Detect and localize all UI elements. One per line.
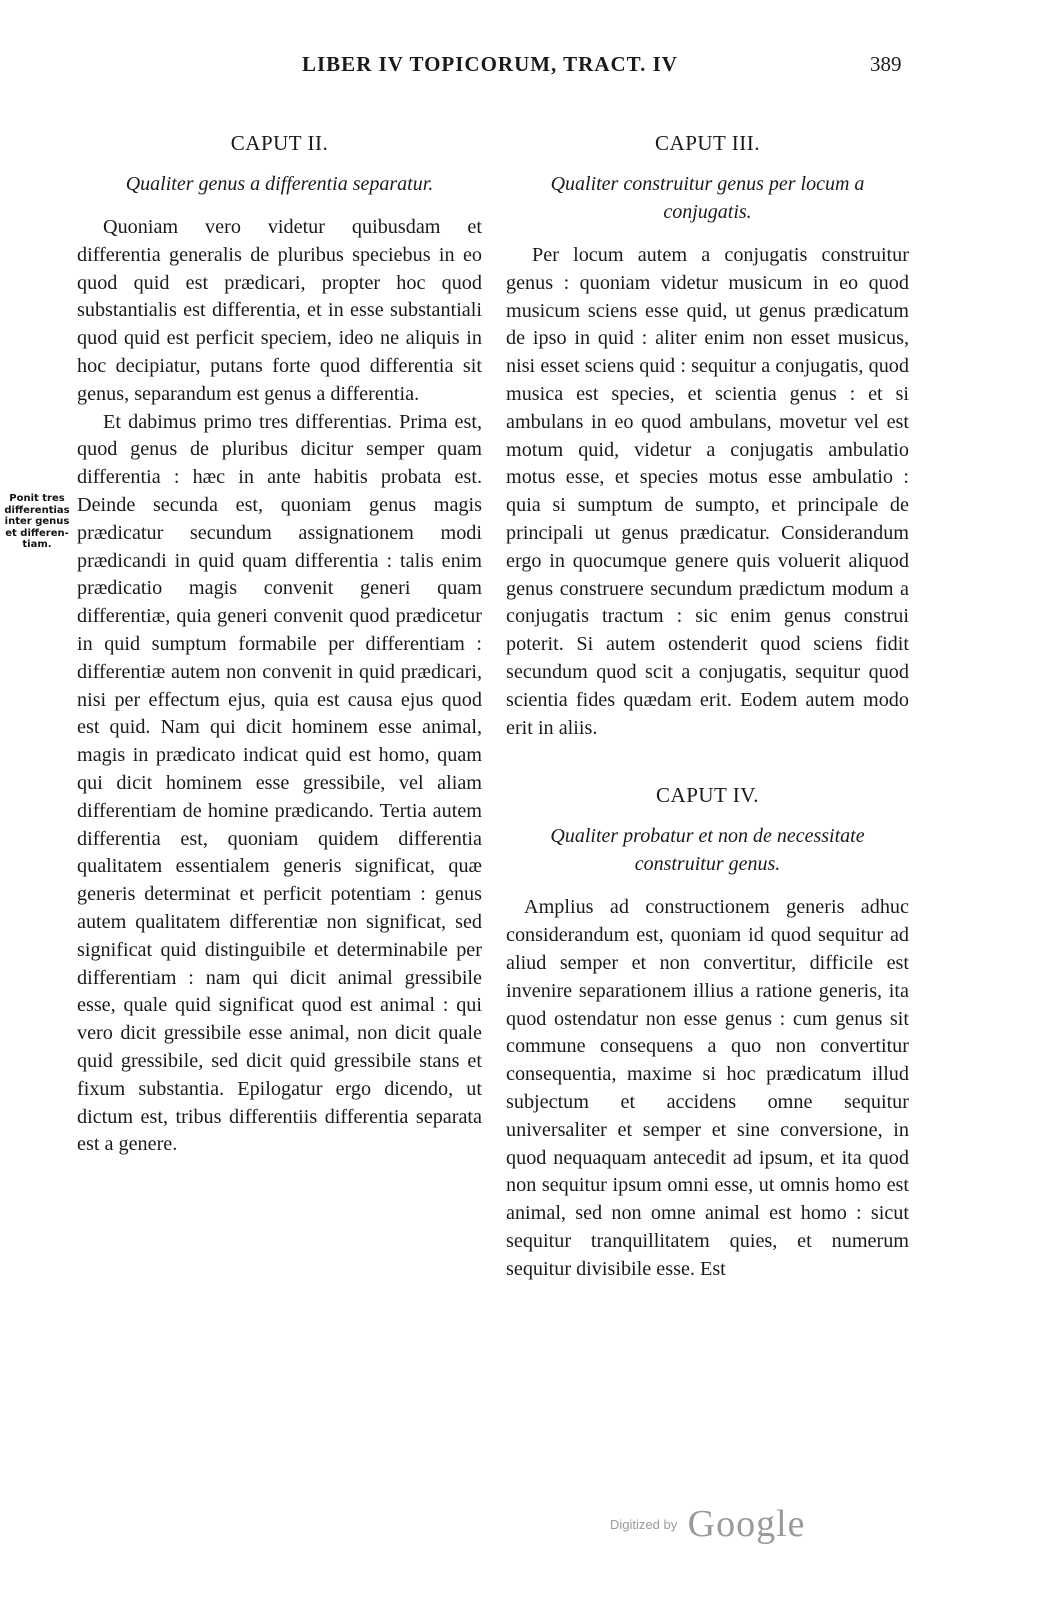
left-column	[77, 130, 482, 1159]
caput-2-subtitle: Qualiter genus a differentia separatur.	[125, 173, 434, 195]
margin-note-line: et differen-	[5, 527, 69, 539]
digitized-by-text: Digitized by	[610, 1516, 678, 1532]
digitized-watermark	[610, 1502, 806, 1546]
running-title: LIBER IV TOPICORUM, TRACT. IV	[302, 52, 678, 76]
google-logo: Google	[687, 1503, 806, 1545]
margin-note-line: tiam.	[22, 539, 52, 550]
caput-2-title: CAPUT II.	[230, 131, 329, 155]
caput-2-paragraph-2: Et dabimus primo tres differentias. Prima est, quod genus de pluribus dicitur semper quam differentia : hæc in ante habitis probata est. Deinde secunda est, quoniam genus magis prædicatur secundum assignationem modi prædicandi in quid quam differentia : talis enim prædicatio magis convenit generi quam differentiæ, quia generi convenit quod prædicetur in quid sumptum formabile per differentiam : differentiæ autem non convenit in quid prædicari, nisi per effectum ejus, quia est causa ejus quod est quid. Nam qui dicit hominem esse animal, magis in prædicato indicat quid est homo, quam qui dicit hominem esse gressibile, vel aliam differentiam de homine prædicando. Tertia autem differentia est, quoniam quidem differentia qualitatem essentialem generis significat, quæ generis determinat et perficit potentiam : genus autem qualitatem differentiæ non significat, sed significat quid distinguibile et determinabile per differentiam : nam qui dicit animal gressibile esse, quale quid significat quod est animal : qui vero dicit gressibile esse animal, non dicit quale quid gressibile, sed dicit quid gressibile stans et fixum substantia. Epilogatur ergo dicendo, ut dictum est, tribus differentiis differentia separata est a genere.	[77, 410, 482, 1156]
margin-note-line: differentias	[4, 504, 70, 516]
page-header	[0, 52, 1061, 86]
caput-4-title: CAPUT IV.	[656, 783, 759, 808]
right-column	[506, 130, 909, 1284]
caput-3-title: CAPUT III.	[655, 131, 760, 155]
caput-4-subtitle: Qualiter probatur et non de necessitate construitur genus.	[550, 825, 865, 876]
caput-3-subtitle: Qualiter construitur genus per locum a conjugatis.	[550, 173, 865, 223]
page-number: 389	[870, 52, 902, 76]
caput-2-paragraph-1: Quoniam vero videtur quibusdam et differentia generalis de pluribus speciebus in eo quod quid est prædicari, propter hoc quod substantialis est differentia, et in esse substantiali quod quid est perficit speciem, ideo ne aliquis in hoc decipiatur, putans forte quod differentia sit genus, separandum est genus a differentia.	[77, 216, 482, 405]
margin-note-line: inter genus	[4, 516, 70, 527]
caput-4-paragraph: Amplius ad constructionem generis adhuc considerandum est, quoniam id quod sequitur ad aliud semper et non convertitur, difficile est invenire separationem illius a ratione generis, ita quod ostendatur non esse genus : cum genus sit commune consequens a quo non convertitur consequentia, maxime si hoc prædicatum illud subjectum et accidens omne sequitur universaliter et semper et sine conversione, in quod nequaquam antecedit ad ipsum, et ita quod non sequitur ipsum omni esse, ut omnis homo est animal, sed non omne animal est homo : sicut sequitur tranquillitatem quies, et numerum sequitur divisibile esse. Est	[506, 896, 909, 1280]
margin-note	[4, 493, 70, 551]
margin-note-line: Ponit tres	[9, 493, 65, 504]
caput-3-paragraph: Per locum autem a conjugatis construitur genus : quoniam videtur musicum in eo quod musicum sciens esse quid, ut genus prædicatum de ipso in quid : aliter enim non esset musicus, nisi esset sciens quid : sequitur a conjugatis, quod musica est species, et scientia genus : et si ambulans in eo quod ambulans, movetur vel est motum quid, videtur a conjugatis ambulatio motus esse, et species motus esse ambulatio : quia si sumptum de sumpto, et principale de principali ut genus prædicatur. Considerandum ergo in quocumque genere quis voluerit aliquod genus construere secundum prædictum modum a conjugatis tractum : sic enim genus construi poterit. Si autem ostenderit quod sciens fidit secundum quod scit a conjugatis, sequitur quod scientia fides quædam erit. Eodem autem modo erit in aliis.	[506, 244, 909, 739]
